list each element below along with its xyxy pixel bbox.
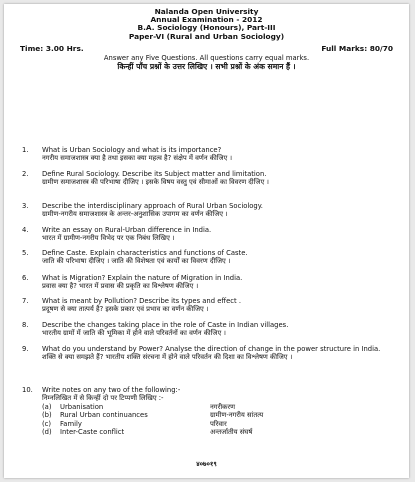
- question-4: 4. Write an essay on Rural-Urban difference in India. भारत में ग्रामीण-नगरीय विभेद पर एक निबंध लिखिए ।: [22, 226, 212, 243]
- note-option: (b) Rural Urban continuances ग्रामीण-नगरीय सांतत्य: [42, 411, 264, 420]
- exam-title: Annual Examination - 2012: [150, 15, 263, 25]
- instruction-english: Answer any Five Questions. All questions carry equal marks.: [103, 53, 310, 62]
- note-option: (d) Inter-Caste conflict अन्तर्जातीय संघर्ष: [42, 428, 253, 437]
- instruction-hindi: किन्हीं पाँच प्रश्नों के उत्तर लिखिए । सभी प्रश्नों के अंक समान हैं ।: [117, 61, 296, 71]
- time-label: Time: 3.00 Hrs.: [20, 43, 84, 53]
- question-7: 7. What is meant by Pollution? Describe its types and effect . प्रदूषण से क्या तात्पर्य है? इसके प्रकार एवं प्रभाव का वर्णन कीजिए ।: [22, 297, 241, 314]
- question-6: 6. What is Migration? Explain the nature of Migration in India. प्रवास क्या है? भारत में प्रवास की प्रकृति का विश्लेषण कीजिए ।: [22, 274, 243, 291]
- paper-title: Paper-VI (Rural and Urban Sociology): [128, 31, 285, 41]
- exam-meta: [20, 44, 393, 53]
- marks-label: Full Marks: 80/70: [321, 43, 393, 53]
- question-8: 8. Describe the changes taking place in the role of Caste in Indian villages. भारतीय ग्रामों में जाति की भूमिका में होने वाले परिवर्तनों का वर्णन कीजिए ।: [22, 321, 289, 338]
- question-10: 10. Write notes on any two of the following:- निम्नलिखित में से किन्हीं दो पर टिप्पणी लिखिए :- (a) Urbanisation नगरीकरण (b) Rural Urban continuances ग्रामीण-नगरीय सांतत्य (c) Family परिवार (d) Inter-Caste conflict अन्तर्जातीय संघर्ष: [22, 386, 394, 436]
- page-code: ४०७०१९: [196, 460, 217, 468]
- note-option: (c) Family परिवार: [42, 419, 227, 428]
- note-option: (a) Urbanisation नगरीकरण: [42, 402, 236, 411]
- question-2: 2. Define Rural Sociology. Describe its Subject matter and limitation. ग्रामीण समाजशास्त्र की परिभाषा दीजिए । इसके विषय वस्तु एवं सीमाओं का विवरण दीजिए ।: [22, 170, 269, 187]
- exam-paper: [4, 4, 409, 478]
- question-1: 1. What is Urban Sociology and what is its importance? नगरीय समाजशास्त्र क्या है तथा इसका क्या महत्व है? संक्षेप में वर्णन कीजिए ।: [22, 146, 233, 163]
- question-3: 3. Describe the interdisciplinary approach of Rural Urban Sociology. ग्रामीण-नगरीय समाजशास्त्र के अन्तर-अनुशासिक उपागम का वर्णन कीजिए ।: [22, 202, 263, 219]
- course-title: B.A. Sociology (Honours), Part-III: [137, 23, 276, 33]
- question-5: 5. Define Caste. Explain characteristics and functions of Caste. जाति की परिभाषा दीजिए । जाति की विशेषता एवं कार्यों का विवरण दीजिए ।: [22, 249, 248, 266]
- university-name: Nalanda Open University: [154, 7, 259, 16]
- question-9: 9. What do you understand by Power? Analyse the direction of change in the power structure in India. शक्ति से क्या समझते हैं? भारतीय शक्ति संरचना में होने वाले परिवर्तन की दिशा का विश्लेषण कीजिए ।: [22, 345, 381, 362]
